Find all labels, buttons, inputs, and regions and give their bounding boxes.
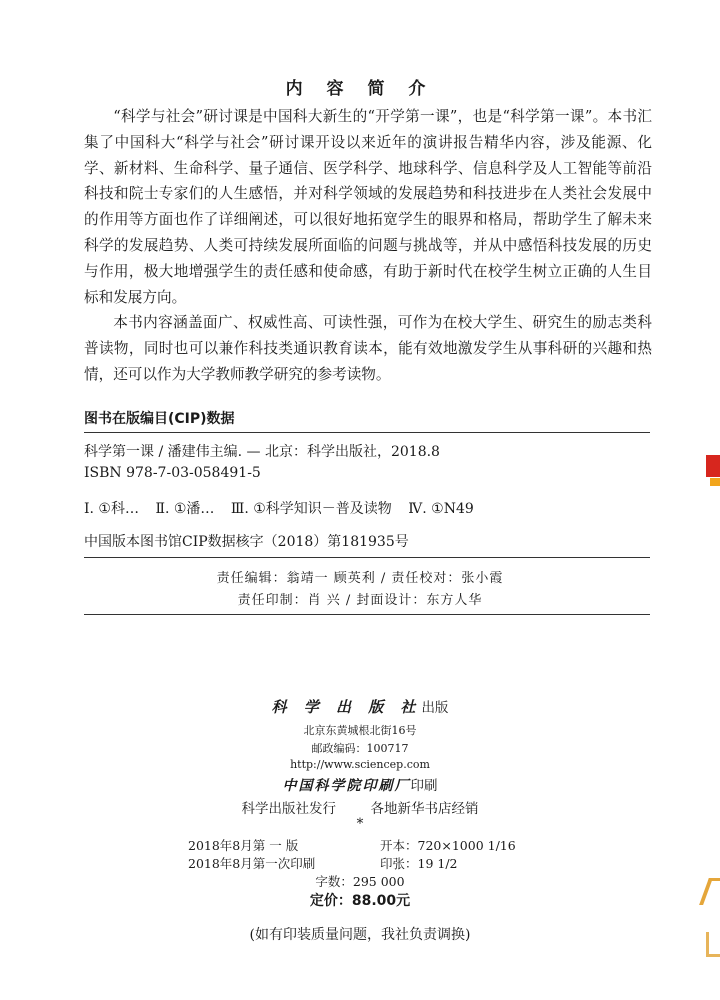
impression: 2018年8月第一次印刷 [188, 856, 316, 871]
cip-heading: 图书在版编目(CIP)数据 [84, 411, 235, 427]
edition: 2018年8月第 一 版 [188, 838, 299, 853]
intro-paragraph: 本书内容涵盖面广、权威性高、可读性强，可作为在校大学生、研究生的励志类科普读物，同时也可以兼作科技类通识教育读本，能有效地激发学生从事科研的兴趣和热情，还可以作为大学教师教学研究的参考读物。 [84, 314, 652, 383]
staff-line: 责任编辑：翁靖一 顾英利 / 责任校对：张小霞 [216, 571, 504, 586]
printing-row [188, 854, 538, 872]
staff-line: 责任印制：肖 兴 / 封面设计：东方人华 [237, 593, 483, 608]
printer-name: 中国科学院印刷厂 [282, 778, 411, 794]
separator-star: * [356, 816, 364, 832]
intro-paragraph: “科学与社会”研讨课是中国科大新生的“开学第一课”，也是“科学第一课”。本书汇集了中国科大“科学与社会”研讨课开设以来近年的演讲报告精华内容，涉及能源、化学、新材料、生命科学、量子通信、医学科学、地球科学、信息科学及人工智能等前沿科技和院士专家们的人生感悟，并对科学领域的发展趋势和科技进步在人类社会发展中的作用等方面也作了详细阐述，可以很好地拓宽学生的眼界和格局，帮助学生了解未来科学的发展趋势、人类可持续发展所面临的问题与挑战等，并从中感悟科技发展的历史与作用，极大地增强学生的责任感和使命感，有助于新时代在校学生树立正确的人生目标和发展方向。 [84, 108, 652, 306]
decorative-orange-mark [710, 478, 720, 486]
distributor: 科学出版社发行 [241, 801, 336, 817]
divider [84, 557, 650, 558]
divider [84, 432, 650, 433]
classification-item: Ⅳ. ①N49 [408, 501, 474, 517]
page-title: 内 容 简 介 [285, 79, 435, 99]
publisher-name-line [0, 696, 720, 717]
cip-title-line: 科学第一课 / 潘建伟主编. — 北京：科学出版社，2018.8 [84, 444, 440, 460]
retailer: 各地新华书店经销 [370, 801, 479, 817]
cip-classification [84, 498, 486, 518]
price: 定价：88.00元 [309, 893, 411, 909]
introduction-text [84, 104, 652, 388]
classification-item: Ⅲ. ①科学知识－普及读物 [230, 501, 392, 517]
printer-suffix: 印刷 [410, 778, 438, 794]
publisher-address: 北京东黄城根北街16号 [303, 724, 417, 737]
publisher-postcode: 邮政编码：100717 [311, 742, 409, 755]
word-count: 字数：295 000 [315, 874, 405, 889]
distribution-line [0, 797, 720, 817]
publisher-suffix: 出版 [421, 700, 449, 716]
cip-record: 中国版本图书馆CIP数据核字（2018）第181935号 [84, 534, 409, 550]
classification-item: Ⅱ. ①潘… [155, 501, 215, 517]
format: 开本：720×1000 1/16 [380, 838, 516, 853]
decorative-red-mark [706, 455, 720, 477]
divider [84, 614, 650, 615]
printer-line [0, 774, 720, 795]
publisher-url: http://www.sciencep.com [290, 758, 430, 771]
cip-isbn: ISBN 978-7-03-058491-5 [84, 465, 261, 481]
sheets: 印张：19 1/2 [380, 856, 458, 871]
quality-notice: (如有印装质量问题，我社负责调换) [249, 927, 471, 943]
printing-row [188, 836, 538, 854]
classification-item: Ⅰ. ①科… [84, 501, 139, 517]
publisher-name: 科 学 出 版 社 [271, 698, 422, 716]
